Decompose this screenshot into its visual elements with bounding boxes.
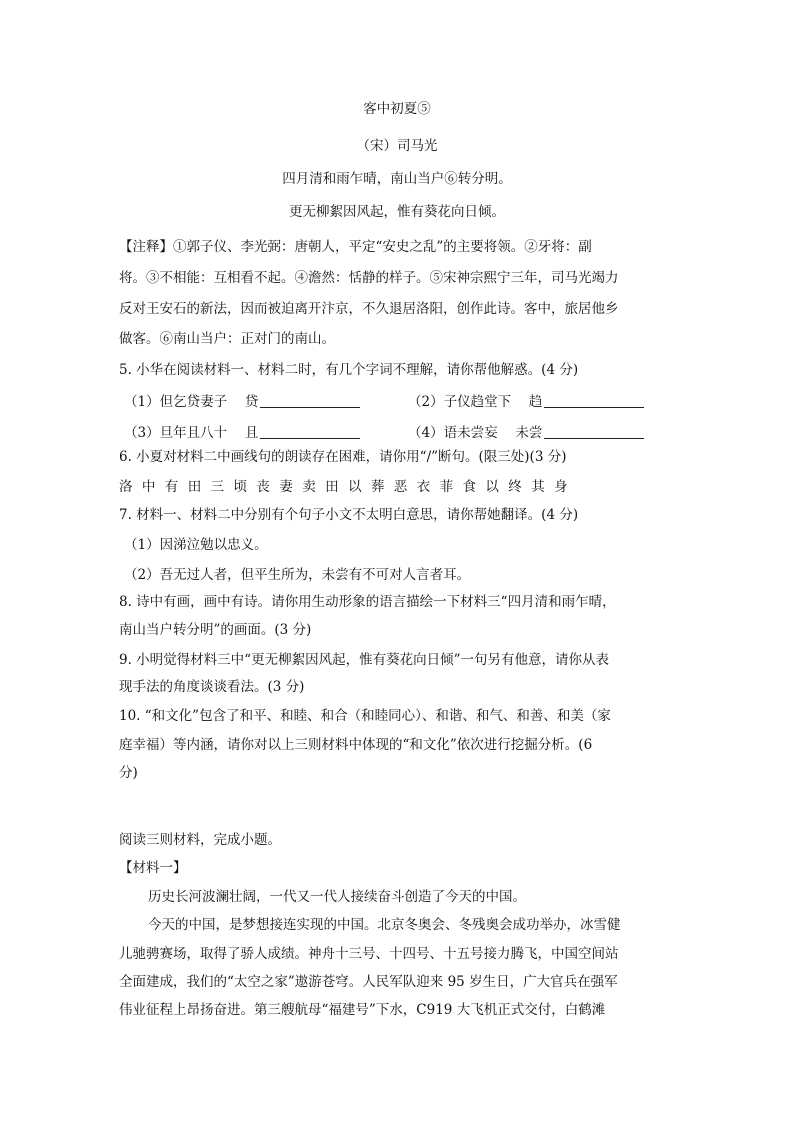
q5-item-label: （4）语未尝妄 未尝 — [408, 425, 543, 441]
material-paragraph-line: 全面建成，我们的“太空之家”遨游苍穹。人民军队迎来 95 岁生日，广大官兵在强军 — [119, 974, 618, 990]
question-10-line: 庭幸福）等内涵，请你对以上三则材料中体现的“和文化”依次进行挖掘分析。(6 — [119, 737, 593, 753]
material-heading: 【材料一】 — [119, 860, 187, 876]
poem-title: 客中初夏⑤ — [363, 101, 431, 117]
answer-blank[interactable] — [544, 393, 644, 408]
q6-sentence: 洛中有田三顷丧妻卖田以葬恶衣菲食以终其身 — [119, 479, 577, 495]
question-5: 5. 小华在阅读材料一、材料二时，有几个字词不理解，请你帮他解惑。(4 分) — [119, 362, 579, 378]
question-9-line: 现手法的角度谈谈看法。(3 分) — [119, 679, 305, 695]
q5-item — [408, 392, 644, 412]
answer-blank[interactable] — [544, 424, 644, 439]
notes-line: 反对王安石的新法，因而被迫离开汴京，不久退居洛阳，创作此诗。客中，旅居他乡 — [119, 301, 619, 317]
question-8-line: 南山当户转分明”的画面。(3 分) — [119, 622, 312, 638]
q7-item: （2）吾无过人者，但平生所为，未尝有不可对人言者耳。 — [124, 567, 471, 583]
q5-item-label: （2）子仪趋堂下 趋 — [408, 394, 543, 410]
material-paragraph-line: 历史长河波澜壮阔，一代又一代人接续奋斗创造了今天的中国。 — [148, 889, 526, 905]
notes-line: 【注释】①郭子仪、李光弼：唐朝人，平定“安史之乱”的主要将领。②牙将：副 — [119, 239, 592, 255]
question-6: 6. 小夏对材料二中画线句的朗读存在困难，请你用“/”断句。(限三处)(3 分) — [119, 449, 567, 465]
notes-line: 做客。⑥南山当户：正对门的南山。 — [119, 331, 335, 347]
notes-line: 将。③不相能：互相看不起。④澹然：恬静的样子。⑤宋神宗熙宁三年，司马光竭力 — [119, 270, 619, 286]
question-9-line: 9. 小明觉得材料三中“更无柳絮因风起，惟有葵花向日倾”一句另有他意，请你从表 — [119, 652, 609, 668]
material-paragraph-line: 儿驰骋赛场，取得了骄人成绩。神舟十三号、十四号、十五号接力腾飞，中国空间站 — [119, 946, 619, 962]
answer-blank[interactable] — [260, 424, 360, 439]
poem-line-1: 四月清和雨乍晴，南山当户⑥转分明。 — [282, 171, 512, 187]
q5-item-label: （1）但乞贷妻子 贷 — [124, 394, 259, 410]
poem-author: （宋）司马光 — [356, 138, 438, 154]
answer-blank[interactable] — [260, 393, 360, 408]
q5-item — [408, 423, 644, 443]
material-paragraph-line: 今天的中国，是梦想接连实现的中国。北京冬奥会、冬残奥会成功举办，冰雪健 — [148, 917, 621, 933]
q5-item — [124, 423, 360, 443]
reading-intro: 阅读三则材料，完成小题。 — [119, 832, 281, 848]
question-10-line: 分) — [119, 765, 138, 781]
question-10-line: 10. “和文化”包含了和平、和睦、和合（和睦同心）、和谐、和气、和善、和美（家 — [119, 708, 611, 724]
q5-item — [124, 392, 360, 412]
q7-item: （1）因涕泣勉以忠义。 — [124, 537, 268, 553]
poem-line-2: 更无柳絮因风起，惟有葵花向日倾。 — [289, 204, 505, 220]
question-7: 7. 材料一、材料二中分别有个句子小文不太明白意思，请你帮她翻译。(4 分) — [119, 507, 579, 523]
q5-item-label: （3）旦年且八十 且 — [124, 425, 259, 441]
question-8-line: 8. 诗中有画，画中有诗。请你用生动形象的语言描绘一下材料三“四月清和雨乍晴， — [119, 594, 616, 610]
material-paragraph-line: 伟业征程上昂扬奋进。第三艘航母“福建号”下水，C919 大飞机正式交付，白鹤滩 — [119, 1002, 606, 1018]
